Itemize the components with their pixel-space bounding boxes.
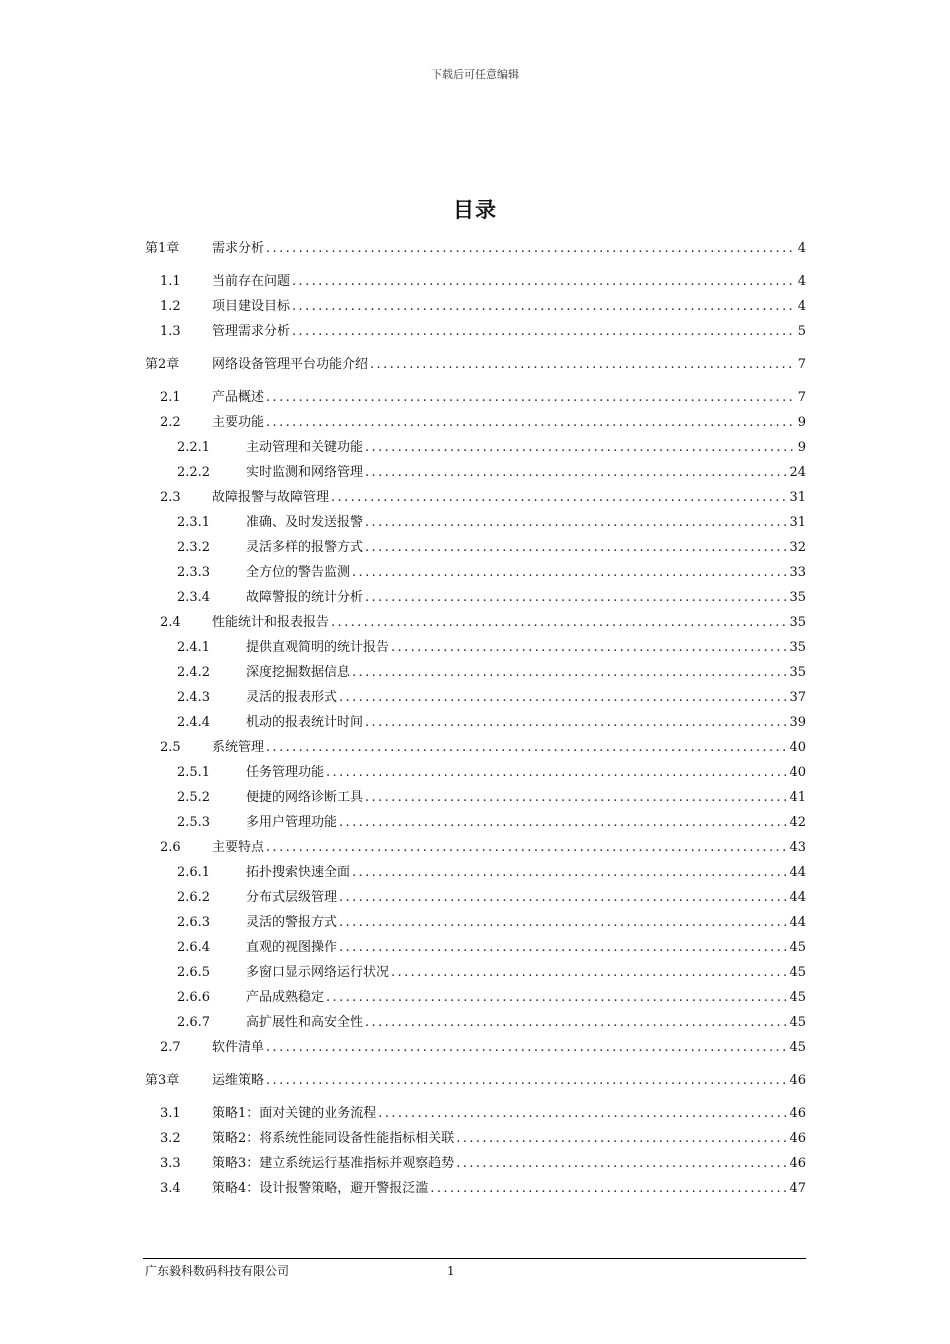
toc-entry-page: 46 <box>789 1073 806 1088</box>
toc-entry-page: 24 <box>789 465 806 480</box>
toc-dot-leader <box>292 319 796 344</box>
toc-entry[interactable] <box>145 460 806 485</box>
toc-entry-page: 41 <box>789 790 806 805</box>
toc-entry-number: 2.6 <box>160 840 181 855</box>
toc-entry[interactable] <box>145 810 806 835</box>
toc-title: 目录 <box>453 198 497 222</box>
toc-entry-title: 全方位的警告监测 <box>246 565 351 580</box>
toc-entry[interactable] <box>145 236 806 261</box>
toc-entry[interactable] <box>145 319 806 344</box>
toc-entry-page: 45 <box>789 965 806 980</box>
toc-entry[interactable] <box>145 910 806 935</box>
toc-entry-number: 第2章 <box>145 357 180 372</box>
toc-entry[interactable] <box>145 885 806 910</box>
toc-entry-page: 31 <box>789 490 806 505</box>
toc-entry-title: 运维策略 <box>212 1073 265 1088</box>
toc-dot-leader <box>266 1068 787 1093</box>
footer-company: 广东毅科数码科技有限公司 <box>145 1264 290 1278</box>
toc-entry-number: 2.3.2 <box>177 540 211 555</box>
toc-dot-leader <box>266 1035 787 1060</box>
toc-dot-leader <box>352 660 787 685</box>
toc-entry[interactable] <box>145 385 806 410</box>
toc-entry[interactable] <box>145 760 806 785</box>
toc-dot-leader <box>339 685 787 710</box>
toc-entry-number: 3.1 <box>160 1106 181 1121</box>
toc-entry-number: 2.3 <box>160 490 181 505</box>
toc-entry-title: 项目建设目标 <box>212 299 291 314</box>
toc-entry-page: 5 <box>797 324 806 339</box>
toc-entry-number: 1.2 <box>160 299 181 314</box>
toc-dot-leader <box>352 560 787 585</box>
toc-dot-leader <box>365 535 787 560</box>
toc-entry-page: 46 <box>789 1131 806 1146</box>
toc-entry-title: 多窗口显示网络运行状况 <box>246 965 390 980</box>
toc-entry-title: 高扩展性和高安全性 <box>246 1015 364 1030</box>
toc-entry[interactable] <box>145 1151 806 1176</box>
toc-entry-page: 33 <box>789 565 806 580</box>
toc-dot-leader <box>292 294 796 319</box>
toc-entry[interactable] <box>145 1035 806 1060</box>
footer-page-number: 1 <box>447 1264 455 1278</box>
toc-dot-leader <box>378 1101 787 1126</box>
toc-entry-title: 策略1：面对关键的业务流程 <box>212 1106 377 1121</box>
toc-entry-number: 2.4.3 <box>177 690 211 705</box>
toc-entry-number: 2.5.3 <box>177 815 211 830</box>
toc-entry-number: 2.6.2 <box>177 890 211 905</box>
toc-entry[interactable] <box>145 710 806 735</box>
toc-entry-page: 39 <box>789 715 806 730</box>
toc-entry-page: 7 <box>797 390 806 405</box>
toc-dot-leader <box>266 410 796 435</box>
toc-entry-number: 2.3.1 <box>177 515 211 530</box>
toc-entry-title: 需求分析 <box>212 241 265 256</box>
toc-entry-page: 44 <box>789 865 806 880</box>
toc-entry-number: 2.3.4 <box>177 590 211 605</box>
toc-entry[interactable] <box>145 435 806 460</box>
toc-entry[interactable] <box>145 610 806 635</box>
toc-entry-title: 当前存在问题 <box>212 274 291 289</box>
toc-entry[interactable] <box>145 510 806 535</box>
toc-entry-title: 主要功能 <box>212 415 265 430</box>
toc-entry-number: 1.1 <box>160 274 181 289</box>
toc-entry[interactable] <box>145 1010 806 1035</box>
toc-entry-title: 便捷的网络诊断工具 <box>246 790 364 805</box>
toc-entry-title: 策略3：建立系统运行基准指标并观察趋势 <box>212 1156 455 1171</box>
toc-entry-title: 管理需求分析 <box>212 324 291 339</box>
toc-entry-page: 4 <box>797 299 806 314</box>
toc-entry[interactable] <box>145 585 806 610</box>
toc-entry[interactable] <box>145 735 806 760</box>
toc-entry-title: 产品概述 <box>212 390 265 405</box>
toc-dot-leader <box>365 435 796 460</box>
toc-entry-page: 44 <box>789 890 806 905</box>
toc-entry-page: 45 <box>789 1015 806 1030</box>
toc-dot-leader <box>456 1151 787 1176</box>
toc-entry-title: 灵活多样的报警方式 <box>246 540 364 555</box>
toc-entry-page: 37 <box>789 690 806 705</box>
toc-entry-number: 2.2 <box>160 415 181 430</box>
toc-entry-title: 故障报警与故障管理 <box>212 490 330 505</box>
toc-entry-page: 31 <box>789 515 806 530</box>
toc-entry-title: 机动的报表统计时间 <box>246 715 364 730</box>
toc-dot-leader <box>331 485 787 510</box>
toc-entry-page: 35 <box>789 615 806 630</box>
toc-entry[interactable] <box>145 352 806 377</box>
toc-entry-number: 2.1 <box>160 390 181 405</box>
toc-entry[interactable] <box>145 294 806 319</box>
toc-dot-leader <box>391 635 787 660</box>
toc-dot-leader <box>391 960 787 985</box>
toc-dot-leader <box>266 236 796 261</box>
toc-entry-page: 46 <box>789 1106 806 1121</box>
toc-entry-number: 2.6.5 <box>177 965 211 980</box>
toc-entry-title: 分布式层级管理 <box>246 890 338 905</box>
toc-dot-leader <box>339 885 787 910</box>
toc-entry[interactable] <box>145 985 806 1010</box>
toc-entry[interactable] <box>145 635 806 660</box>
toc-dot-leader <box>331 610 787 635</box>
toc-entry[interactable] <box>145 410 806 435</box>
toc-dot-leader <box>365 460 787 485</box>
toc-entry-title: 深度挖掘数据信息 <box>246 665 351 680</box>
toc-entry-title: 准确、及时发送报警 <box>246 515 364 530</box>
toc-entry[interactable] <box>145 560 806 585</box>
table-of-contents <box>145 236 806 1201</box>
toc-entry-page: 7 <box>797 357 806 372</box>
toc-entry[interactable] <box>145 269 806 294</box>
toc-entry[interactable] <box>145 1176 806 1201</box>
toc-entry-page: 40 <box>789 765 806 780</box>
toc-entry-title: 任务管理功能 <box>246 765 325 780</box>
toc-entry-number: 2.5 <box>160 740 181 755</box>
footer-divider <box>143 1258 806 1259</box>
toc-entry[interactable] <box>145 1126 806 1151</box>
toc-entry-page: 43 <box>789 840 806 855</box>
toc-entry[interactable] <box>145 785 806 810</box>
toc-entry-title: 实时监测和网络管理 <box>246 465 364 480</box>
toc-dot-leader <box>339 935 787 960</box>
toc-entry-page: 46 <box>789 1156 806 1171</box>
toc-dot-leader <box>339 810 787 835</box>
toc-entry-number: 3.2 <box>160 1131 181 1146</box>
toc-entry-number: 3.3 <box>160 1156 181 1171</box>
toc-entry[interactable] <box>145 685 806 710</box>
toc-entry-title: 主要特点 <box>212 840 265 855</box>
toc-entry[interactable] <box>145 1068 806 1093</box>
toc-entry[interactable] <box>145 860 806 885</box>
toc-entry-page: 35 <box>789 590 806 605</box>
toc-dot-leader <box>266 385 796 410</box>
toc-entry-number: 2.5.1 <box>177 765 211 780</box>
toc-entry-page: 9 <box>797 440 806 455</box>
toc-entry-number: 2.6.3 <box>177 915 211 930</box>
toc-entry-page: 45 <box>789 940 806 955</box>
toc-entry-page: 9 <box>797 415 806 430</box>
toc-entry[interactable] <box>145 535 806 560</box>
toc-dot-leader <box>352 860 787 885</box>
toc-entry-title: 性能统计和报表报告 <box>212 615 330 630</box>
toc-entry-title: 故障警报的统计分析 <box>246 590 364 605</box>
toc-entry-title: 策略2：将系统性能同设备性能指标相关联 <box>212 1131 455 1146</box>
toc-entry-number: 2.7 <box>160 1040 181 1055</box>
toc-entry-page: 42 <box>789 815 806 830</box>
toc-entry-number: 2.2.1 <box>177 440 211 455</box>
toc-entry-number: 2.4.4 <box>177 715 211 730</box>
toc-entry-title: 主动管理和关键功能 <box>246 440 364 455</box>
toc-entry-number: 2.6.1 <box>177 865 211 880</box>
toc-entry[interactable] <box>145 660 806 685</box>
toc-dot-leader <box>365 585 787 610</box>
toc-entry-number: 2.4 <box>160 615 181 630</box>
toc-entry-number: 第3章 <box>145 1073 180 1088</box>
toc-dot-leader <box>365 710 787 735</box>
toc-entry-title: 灵活的警报方式 <box>246 915 338 930</box>
toc-entry-title: 策略4：设计报警策略，避开警报泛滥 <box>212 1181 429 1196</box>
toc-entry-number: 2.6.6 <box>177 990 211 1005</box>
toc-entry[interactable] <box>145 935 806 960</box>
toc-entry-page: 32 <box>789 540 806 555</box>
toc-entry-title: 直观的视图操作 <box>246 940 338 955</box>
toc-entry-page: 45 <box>789 1040 806 1055</box>
toc-entry-title: 软件清单 <box>212 1040 265 1055</box>
toc-entry-page: 35 <box>789 665 806 680</box>
toc-entry-page: 4 <box>797 274 806 289</box>
toc-entry-number: 第1章 <box>145 241 180 256</box>
toc-dot-leader <box>266 735 787 760</box>
toc-dot-leader <box>292 269 796 294</box>
toc-entry-number: 2.6.4 <box>177 940 211 955</box>
toc-dot-leader <box>370 352 796 377</box>
toc-entry-number: 2.5.2 <box>177 790 211 805</box>
toc-dot-leader <box>365 1010 787 1035</box>
toc-entry[interactable] <box>145 835 806 860</box>
toc-dot-leader <box>266 835 787 860</box>
toc-entry-title: 产品成熟稳定 <box>246 990 325 1005</box>
toc-entry-page: 45 <box>789 990 806 1005</box>
toc-dot-leader <box>365 510 787 535</box>
toc-entry[interactable] <box>145 960 806 985</box>
toc-entry-number: 2.6.7 <box>177 1015 211 1030</box>
toc-entry-title: 多用户管理功能 <box>246 815 338 830</box>
header-note: 下载后可任意编辑 <box>431 68 519 81</box>
toc-entry-title: 拓扑搜索快速全面 <box>246 865 351 880</box>
toc-entry-page: 44 <box>789 915 806 930</box>
toc-entry-number: 2.2.2 <box>177 465 211 480</box>
toc-dot-leader <box>430 1176 787 1201</box>
toc-entry-number: 2.4.1 <box>177 640 211 655</box>
toc-entry-number: 2.4.2 <box>177 665 211 680</box>
toc-entry-number: 3.4 <box>160 1181 181 1196</box>
toc-entry-title: 系统管理 <box>212 740 265 755</box>
toc-dot-leader <box>456 1126 787 1151</box>
toc-entry-page: 35 <box>789 640 806 655</box>
toc-entry-page: 4 <box>797 241 806 256</box>
toc-entry[interactable] <box>145 485 806 510</box>
toc-entry-title: 网络设备管理平台功能介绍 <box>212 357 369 372</box>
toc-dot-leader <box>339 910 787 935</box>
toc-dot-leader <box>365 785 787 810</box>
toc-entry[interactable] <box>145 1101 806 1126</box>
toc-entry-number: 1.3 <box>160 324 181 339</box>
toc-dot-leader <box>326 985 787 1010</box>
toc-entry-page: 47 <box>789 1181 806 1196</box>
toc-entry-title: 提供直观简明的统计报告 <box>246 640 390 655</box>
toc-entry-title: 灵活的报表形式 <box>246 690 338 705</box>
toc-entry-page: 40 <box>789 740 806 755</box>
toc-dot-leader <box>326 760 787 785</box>
toc-entry-number: 2.3.3 <box>177 565 211 580</box>
